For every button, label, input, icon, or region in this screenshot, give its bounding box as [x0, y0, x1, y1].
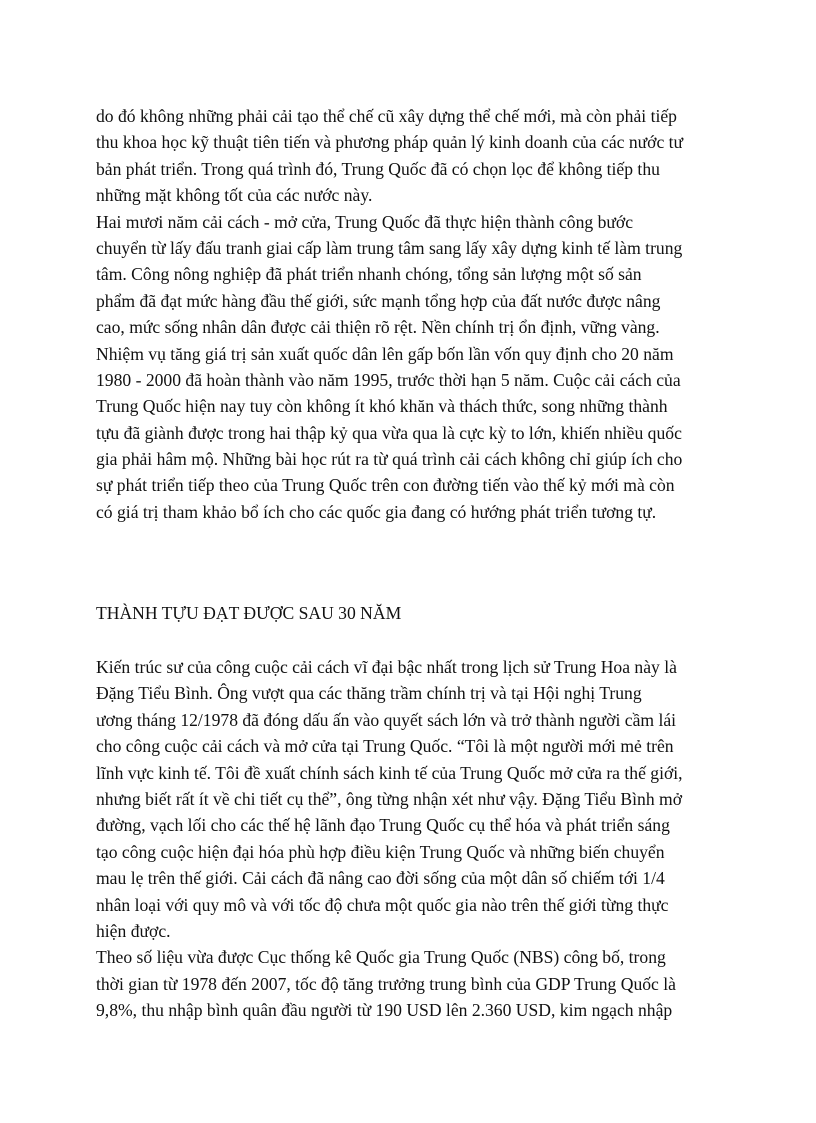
text-line: bản phát triển. Trong quá trình đó, Trung Quốc đã có chọn lọc để không tiếp thu	[96, 158, 660, 179]
paragraph-twenty-years-reform	[96, 209, 726, 526]
text-line: tạo công cuộc hiện đại hóa phù hợp điều kiện Trung Quốc và những biến chuyển	[96, 841, 665, 862]
text-line: Kiến trúc sư của công cuộc cải cách vĩ đại bậc nhất trong lịch sử Trung Hoa này là	[96, 657, 677, 677]
text-line: sự phát triển tiếp theo của Trung Quốc trên con đường tiến vào thế kỷ mới mà còn	[96, 475, 675, 496]
text-line: đường, vạch lối cho các thế hệ lãnh đạo Trung Quốc cụ thể hóa và phát triển sáng	[96, 815, 670, 836]
text-line: hiện được.	[96, 920, 171, 941]
text-line: những mặt không tốt của các nước này.	[96, 185, 373, 206]
text-line: do đó không những phải cải tạo thể chế cũ xây dựng thể chế mới, mà còn phải tiếp	[96, 106, 677, 126]
text-line: Đặng Tiểu Bình. Ông vượt qua các thăng trầm chính trị và tại Hội nghị Trung	[96, 683, 642, 704]
bottom-section	[96, 654, 726, 1023]
text-line: thời gian từ 1978 đến 2007, tốc độ tăng trưởng trung bình của GDP Trung Quốc là	[96, 973, 676, 994]
text-line: cho công cuộc cải cách và mở cửa tại Trung Quốc. “Tôi là một người mới mẻ trên	[96, 736, 674, 757]
paragraph-architect-of-reform	[96, 654, 726, 944]
text-line: Hai mươi năm cải cách - mở cửa, Trung Quốc đã thực hiện thành công bước	[96, 211, 634, 232]
text-line: cao, mức sống nhân dân được cải thiện rõ rệt. Nền chính trị ổn định, vững vàng.	[96, 317, 660, 338]
text-line: 1980 - 2000 đã hoàn thành vào năm 1995, trước thời hạn 5 năm. Cuộc cải cách của	[96, 369, 681, 390]
paragraph-nbs-statistics	[96, 944, 726, 1023]
text-line: phẩm đã đạt mức hàng đầu thế giới, sức mạnh tổng hợp của đất nước được nâng	[96, 290, 661, 311]
text-line: 9,8%, thu nhập bình quân đầu người từ 190 USD lên 2.360 USD, kim ngạch nhập	[96, 1000, 673, 1021]
text-line: chuyển từ lấy đấu tranh giai cấp làm trung tâm sang lấy xây dựng kinh tế làm trung	[96, 237, 683, 258]
text-line: thu khoa học kỹ thuật tiên tiến và phương pháp quản lý kinh doanh của các nước tư	[96, 132, 684, 153]
section-heading-block	[96, 600, 726, 626]
text-line: gia phải hâm mộ. Những bài học rút ra từ quá trình cải cách không chỉ giúp ích cho	[96, 449, 683, 470]
text-line: Nhiệm vụ tăng giá trị sản xuất quốc dân lên gấp bốn lần vốn quy định cho 20 năm	[96, 343, 674, 364]
text-line: tựu đã giành được trong hai thập kỷ qua vừa qua là cực kỳ to lớn, khiến nhiều quốc	[96, 422, 682, 443]
section-heading: THÀNH TỰU ĐẠT ĐƯỢC SAU 30 NĂM	[96, 603, 402, 623]
text-line: nhân loại với quy mô và với tốc độ chưa một quốc gia nào trên thế giới từng thực	[96, 894, 669, 915]
text-line: Theo số liệu vừa được Cục thống kê Quốc gia Trung Quốc (NBS) công bố, trong	[96, 947, 666, 968]
text-line: có giá trị tham khảo bổ ích cho các quốc gia đang có hướng phát triển tương tự.	[96, 501, 657, 522]
paragraph-intro-continuation	[96, 103, 726, 209]
text-line: lĩnh vực kinh tế. Tôi đề xuất chính sách kinh tế của Trung Quốc mở cửa ra thế giới,	[96, 762, 683, 783]
text-line: Trung Quốc hiện nay tuy còn không ít khó khăn và thách thức, song những thành	[96, 396, 668, 417]
text-line: tâm. Công nông nghiệp đã phát triển nhanh chóng, tổng sản lượng một số sản	[96, 264, 642, 285]
top-section	[96, 103, 726, 525]
text-line: mau lẹ trên thế giới. Cải cách đã nâng cao đời sống của một dân số chiếm tới 1/4	[96, 868, 665, 889]
text-line: nhưng biết rất ít về chi tiết cụ thể”, ông từng nhận xét như vậy. Đặng Tiểu Bình mở	[96, 788, 682, 809]
text-line: ương tháng 12/1978 đã đóng dấu ấn vào quyết sách lớn và trở thành người cầm lái	[96, 709, 677, 730]
